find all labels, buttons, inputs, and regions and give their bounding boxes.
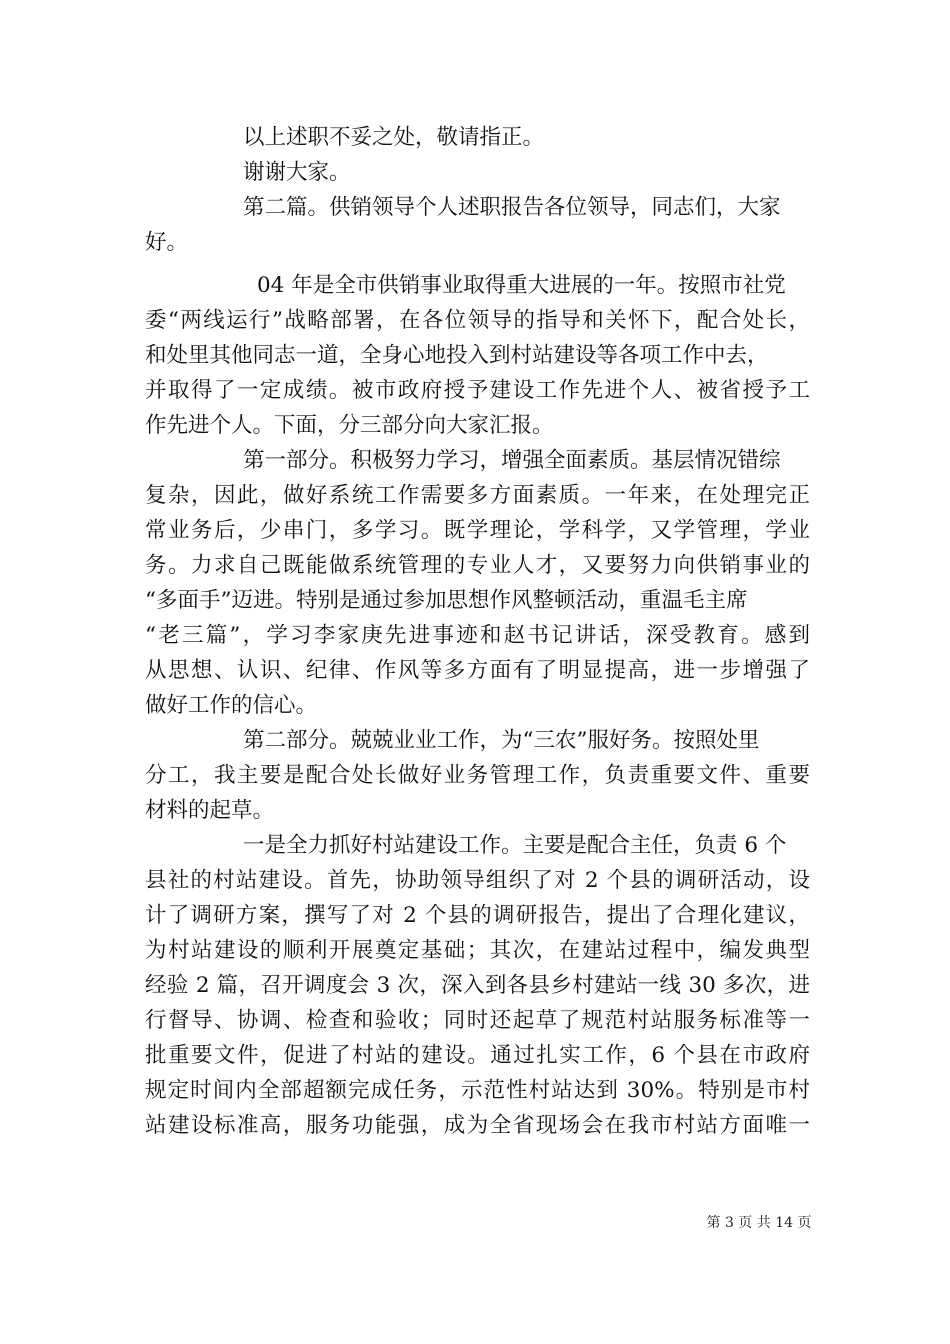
text-line: “老三篇”，学习李家庚先进事迹和赵书记讲话，深受教育。感到	[145, 623, 810, 648]
text-line: 谢谢大家。	[243, 160, 351, 185]
text-line: 好。	[145, 230, 189, 255]
text-line: 并取得了一定成绩。被市政府授予建设工作先进个人、被省授予工	[145, 378, 810, 403]
text-line: 材料的起草。	[145, 798, 275, 823]
text-line: 规定时间内全部超额完成任务，示范性村站达到 30%。特别是市村	[145, 1078, 810, 1103]
paragraph	[145, 268, 810, 443]
text-line: 第二篇。供销领导个人述职报告各位领导，同志们，大家	[243, 195, 781, 220]
text-line: 第二部分。兢兢业业工作，为“三农”服好务。按照处里	[243, 728, 760, 753]
text-line: 从思想、认识、纪律、作风等多方面有了明显提高，进一步增强了	[145, 658, 810, 683]
text-line: 作先进个人。下面，分三部分向大家汇报。	[145, 413, 554, 438]
text-line: 以上述职不妥之处，敬请指正。	[243, 125, 545, 150]
text-line: 务。力求自己既能做系统管理的专业人才，又要努力向供销事业的	[145, 553, 810, 578]
text-line: “多面手”迈进。特别是通过参加思想作风整顿活动，重温毛主席	[145, 588, 748, 613]
page-number-footer: 第 3 页 共 14 页	[706, 1215, 812, 1231]
text-line: 为村站建设的顺利开展奠定基础；其次，在建站过程中，编发典型	[145, 938, 810, 963]
text-line: 分工，我主要是配合处长做好业务管理工作，负责重要文件、重要	[145, 763, 810, 788]
text-line: 一是全力抓好村站建设工作。主要是配合主任，负责 6 个	[243, 833, 787, 858]
paragraph	[145, 190, 810, 260]
text-line: 县社的村站建设。首先，协助领导组织了对 2 个县的调研活动，设	[145, 868, 810, 893]
text-line: 站建设标准高，服务功能强，成为全省现场会在我市村站方面唯一	[145, 1113, 810, 1138]
text-line: 常业务后，少串门，多学习。既学理论，学科学，又学管理，学业	[145, 518, 810, 543]
text-line: 行督导、协调、检查和验收；同时还起草了规范村站服务标准等一	[145, 1008, 810, 1033]
text-line: 经验 2 篇，召开调度会 3 次，深入到各县乡村建站一线 30 多次，进	[145, 973, 810, 998]
text-line: 批重要文件，促进了村站的建设。通过扎实工作，6 个县在市政府	[145, 1043, 810, 1068]
text-line: 做好工作的信心。	[145, 693, 318, 718]
paragraph	[145, 723, 810, 828]
paragraph	[145, 120, 810, 155]
paragraph	[145, 155, 810, 190]
paragraph	[145, 443, 810, 723]
document-body	[145, 120, 810, 1143]
text-line: 第一部分。积极努力学习，增强全面素质。基层情况错综	[243, 448, 781, 473]
text-line: 委“两线运行”战略部署，在各位领导的指导和关怀下，配合处长，	[145, 308, 810, 333]
text-line: 复杂，因此，做好系统工作需要多方面素质。一年来，在处理完正	[145, 483, 810, 508]
paragraph	[145, 828, 810, 1143]
text-line: 计了调研方案，撰写了对 2 个县的调研报告，提出了合理化建议，	[145, 903, 810, 928]
text-line: 04 年是全市供销事业取得重大进展的一年。按照市社党	[257, 273, 786, 298]
text-line: 和处里其他同志一道，全身心地投入到村站建设等各项工作中去，	[145, 343, 769, 368]
